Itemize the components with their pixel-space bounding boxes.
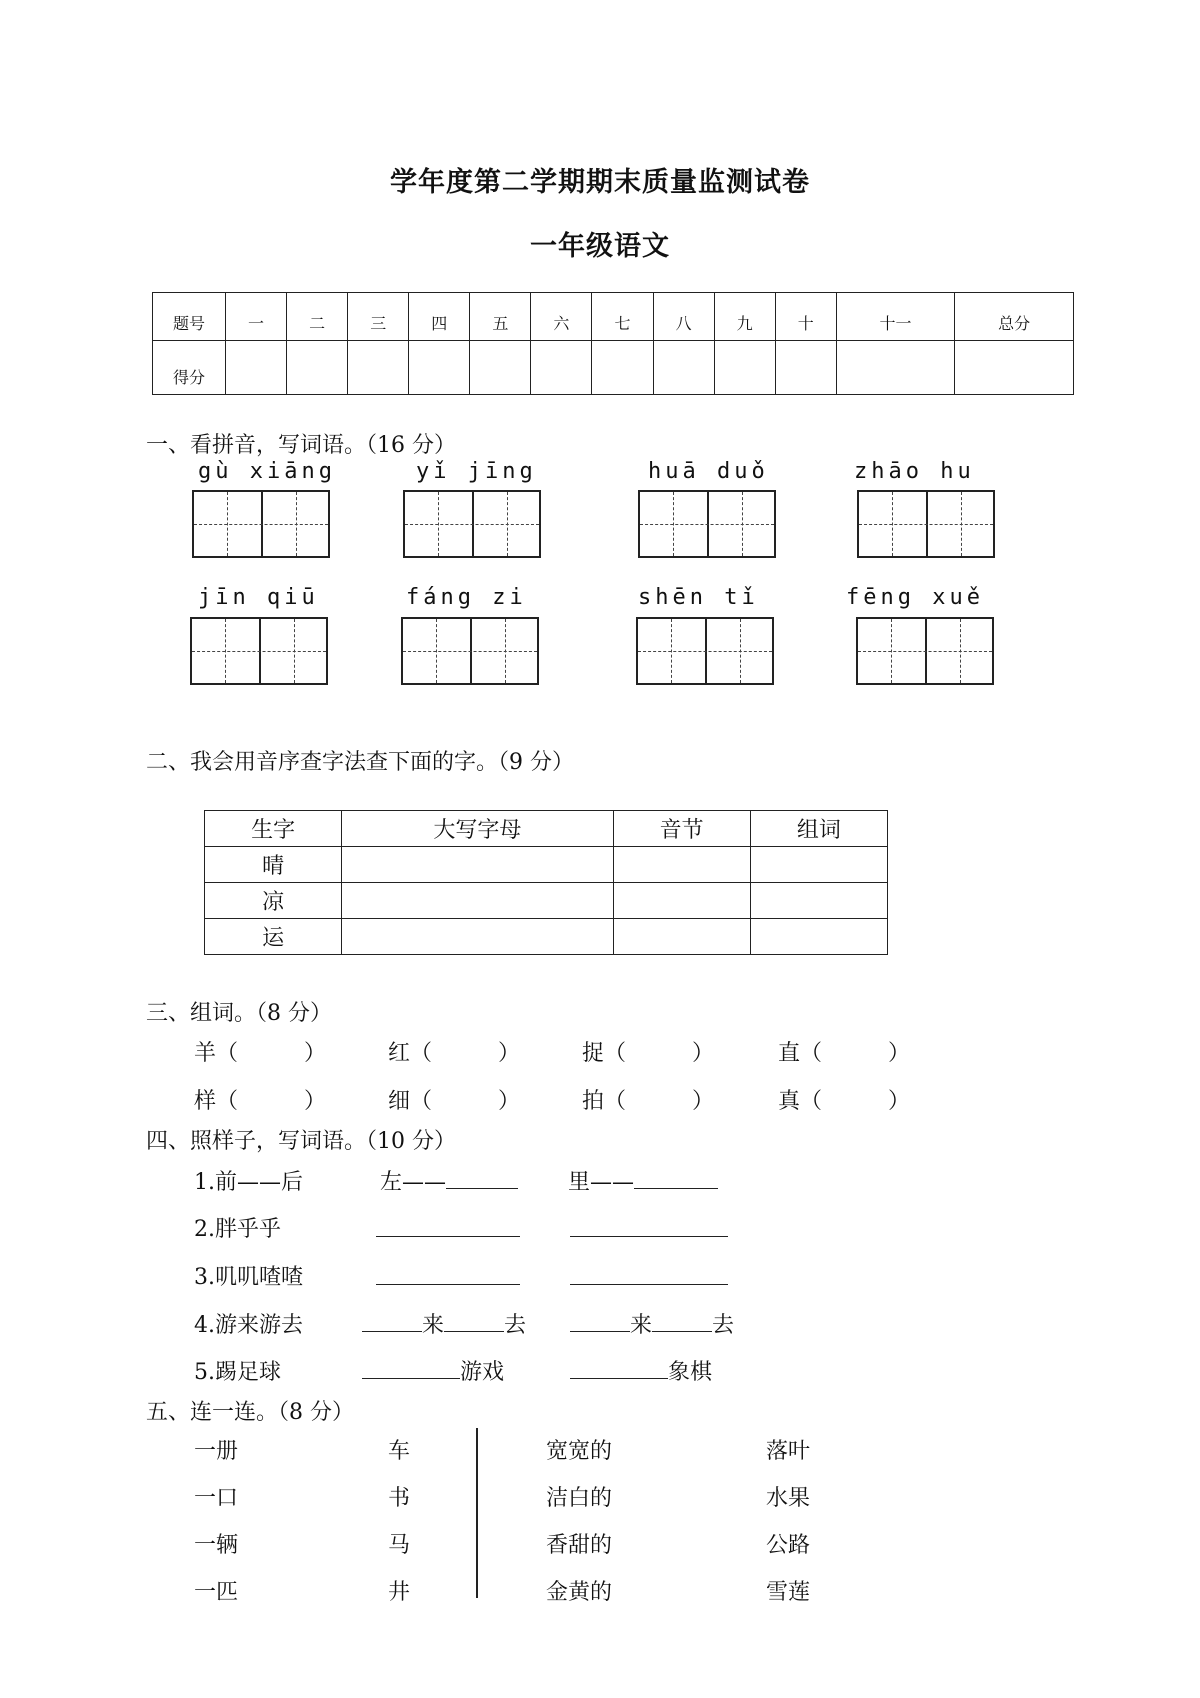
- ex4-answer-b: [570, 1308, 734, 1339]
- word-item: 直（ ）: [778, 1041, 911, 1066]
- example-2: 2.胖乎乎: [194, 1217, 281, 1242]
- score-col-8: 八: [653, 293, 714, 341]
- example-3: 3.叽叽喳喳: [194, 1265, 303, 1290]
- writing-box-7[interactable]: [636, 617, 774, 685]
- ex5-answer-b: [570, 1355, 712, 1386]
- score-col-3: 三: [348, 293, 409, 341]
- section2-heading: 二、我会用音序查字法查下面的字。（9 分）: [146, 750, 574, 775]
- match-right-item[interactable]: 车: [388, 1439, 411, 1464]
- match-right-item[interactable]: 井: [388, 1580, 411, 1605]
- score-row1-label: 题号: [153, 293, 226, 341]
- ex5-suffix-a: 游戏: [460, 1360, 505, 1385]
- match-right-item[interactable]: 水果: [766, 1486, 811, 1511]
- score-table: [152, 292, 1074, 395]
- lookup-table: [204, 810, 888, 955]
- score-cell[interactable]: [955, 341, 1074, 395]
- match-right-item[interactable]: 落叶: [766, 1439, 811, 1464]
- score-row2-label: 得分: [153, 341, 226, 395]
- word-item: 真（ ）: [778, 1089, 911, 1114]
- score-col-6: 六: [531, 293, 592, 341]
- writing-box-1[interactable]: [192, 490, 330, 558]
- ex4-answer-a: [362, 1308, 526, 1339]
- match-left-item[interactable]: 香甜的: [546, 1533, 613, 1558]
- ex5-answer-a: [362, 1355, 504, 1386]
- score-col-2: 二: [287, 293, 348, 341]
- match-right-item[interactable]: 公路: [766, 1533, 811, 1558]
- score-cell[interactable]: [592, 341, 653, 395]
- pinyin-1: gù xiāng: [198, 459, 336, 484]
- match-right-item[interactable]: 书: [388, 1486, 411, 1511]
- pinyin-4: zhāo hu: [854, 459, 975, 484]
- ex1-prefix-b: 里——: [568, 1170, 635, 1195]
- pinyin-3: huā duǒ: [648, 459, 769, 484]
- word-item: 样（ ）: [194, 1089, 327, 1114]
- lookup-header-char: 生字: [205, 811, 342, 847]
- score-cell[interactable]: [531, 341, 592, 395]
- answer-blank[interactable]: [362, 1356, 460, 1379]
- lookup-cell[interactable]: [613, 883, 750, 919]
- lookup-char-2: 凉: [205, 883, 342, 919]
- score-cell[interactable]: [775, 341, 836, 395]
- match-left-item[interactable]: 洁白的: [546, 1486, 613, 1511]
- writing-box-2[interactable]: [403, 490, 541, 558]
- score-col-4: 四: [409, 293, 470, 341]
- word-item: 红（ ）: [388, 1041, 521, 1066]
- writing-box-5[interactable]: [190, 617, 328, 685]
- match-left-item[interactable]: 一口: [194, 1486, 239, 1511]
- lookup-cell[interactable]: [613, 919, 750, 955]
- example-1: 1.前——后: [194, 1170, 303, 1195]
- word-item: 捉（ ）: [582, 1041, 715, 1066]
- score-col-10: 十: [775, 293, 836, 341]
- answer-blank[interactable]: [376, 1262, 520, 1285]
- section1-heading: 一、看拼音，写词语。（16 分）: [146, 433, 456, 458]
- lookup-cell[interactable]: [342, 883, 613, 919]
- writing-box-8[interactable]: [856, 617, 994, 685]
- section3-heading: 三、组词。（8 分）: [146, 1001, 332, 1026]
- match-left-item[interactable]: 一匹: [194, 1580, 239, 1605]
- word-item: 拍（ ）: [582, 1089, 715, 1114]
- score-col-11: 十一: [836, 293, 955, 341]
- column-divider: [476, 1428, 478, 1598]
- section5-heading: 五、连一连。（8 分）: [146, 1400, 354, 1425]
- match-left-item[interactable]: 金黄的: [546, 1580, 613, 1605]
- match-left-item[interactable]: 一辆: [194, 1533, 239, 1558]
- ex4-lai: 来: [422, 1313, 445, 1338]
- ex4-qu: 去: [504, 1313, 527, 1338]
- lookup-cell[interactable]: [342, 919, 613, 955]
- answer-blank[interactable]: [446, 1166, 518, 1189]
- answer-blank[interactable]: [362, 1309, 422, 1332]
- answer-blank[interactable]: [570, 1356, 668, 1379]
- match-left-item[interactable]: 一册: [194, 1439, 239, 1464]
- section4-heading: 四、照样子，写词语。（10 分）: [146, 1129, 456, 1154]
- score-cell[interactable]: [287, 341, 348, 395]
- lookup-cell[interactable]: [750, 847, 887, 883]
- score-cell[interactable]: [836, 341, 955, 395]
- ex1-prefix-a: 左——: [380, 1170, 447, 1195]
- score-col-5: 五: [470, 293, 531, 341]
- word-item: 细（ ）: [388, 1089, 521, 1114]
- lookup-header-syllable: 音节: [613, 811, 750, 847]
- example-4: 4.游来游去: [194, 1313, 303, 1338]
- score-cell[interactable]: [470, 341, 531, 395]
- pinyin-2: yǐ jīng: [416, 459, 537, 484]
- writing-box-6[interactable]: [401, 617, 539, 685]
- answer-blank[interactable]: [570, 1214, 728, 1237]
- answer-blank[interactable]: [652, 1309, 712, 1332]
- pinyin-7: shēn tǐ: [638, 585, 759, 610]
- ex5-suffix-b: 象棋: [668, 1360, 713, 1385]
- score-cell[interactable]: [226, 341, 287, 395]
- score-cell[interactable]: [714, 341, 775, 395]
- answer-blank[interactable]: [376, 1214, 520, 1237]
- exam-title: 学年度第二学期期末质量监测试卷: [390, 167, 810, 198]
- answer-blank[interactable]: [444, 1309, 504, 1332]
- match-right-item[interactable]: 雪莲: [766, 1580, 811, 1605]
- word-item: 羊（ ）: [194, 1041, 327, 1066]
- exam-subtitle: 一年级语文: [530, 231, 670, 262]
- writing-box-3[interactable]: [638, 490, 776, 558]
- lookup-cell[interactable]: [750, 883, 887, 919]
- lookup-char-3: 运: [205, 919, 342, 955]
- writing-box-4[interactable]: [857, 490, 995, 558]
- ex1-answer-b: [568, 1165, 718, 1196]
- answer-blank[interactable]: [570, 1309, 630, 1332]
- score-col-total: 总分: [955, 293, 1074, 341]
- answer-blank[interactable]: [570, 1262, 728, 1285]
- lookup-header-word: 组词: [750, 811, 887, 847]
- pinyin-5: jīn qiū: [198, 585, 319, 610]
- match-right-item[interactable]: 马: [388, 1533, 411, 1558]
- answer-blank[interactable]: [634, 1166, 718, 1189]
- match-left-item[interactable]: 宽宽的: [546, 1439, 613, 1464]
- score-cell[interactable]: [348, 341, 409, 395]
- lookup-cell[interactable]: [613, 847, 750, 883]
- score-col-9: 九: [714, 293, 775, 341]
- pinyin-8: fēng xuě: [846, 585, 984, 610]
- ex4-qu: 去: [712, 1313, 735, 1338]
- ex1-answer-a: [380, 1165, 518, 1196]
- example-5: 5.踢足球: [194, 1360, 281, 1385]
- lookup-header-letter: 大写字母: [342, 811, 613, 847]
- score-cell[interactable]: [653, 341, 714, 395]
- lookup-cell[interactable]: [342, 847, 613, 883]
- score-col-7: 七: [592, 293, 653, 341]
- score-col-1: 一: [226, 293, 287, 341]
- lookup-char-1: 晴: [205, 847, 342, 883]
- ex4-lai: 来: [630, 1313, 653, 1338]
- pinyin-6: fáng zi: [406, 585, 527, 610]
- lookup-cell[interactable]: [750, 919, 887, 955]
- score-cell[interactable]: [409, 341, 470, 395]
